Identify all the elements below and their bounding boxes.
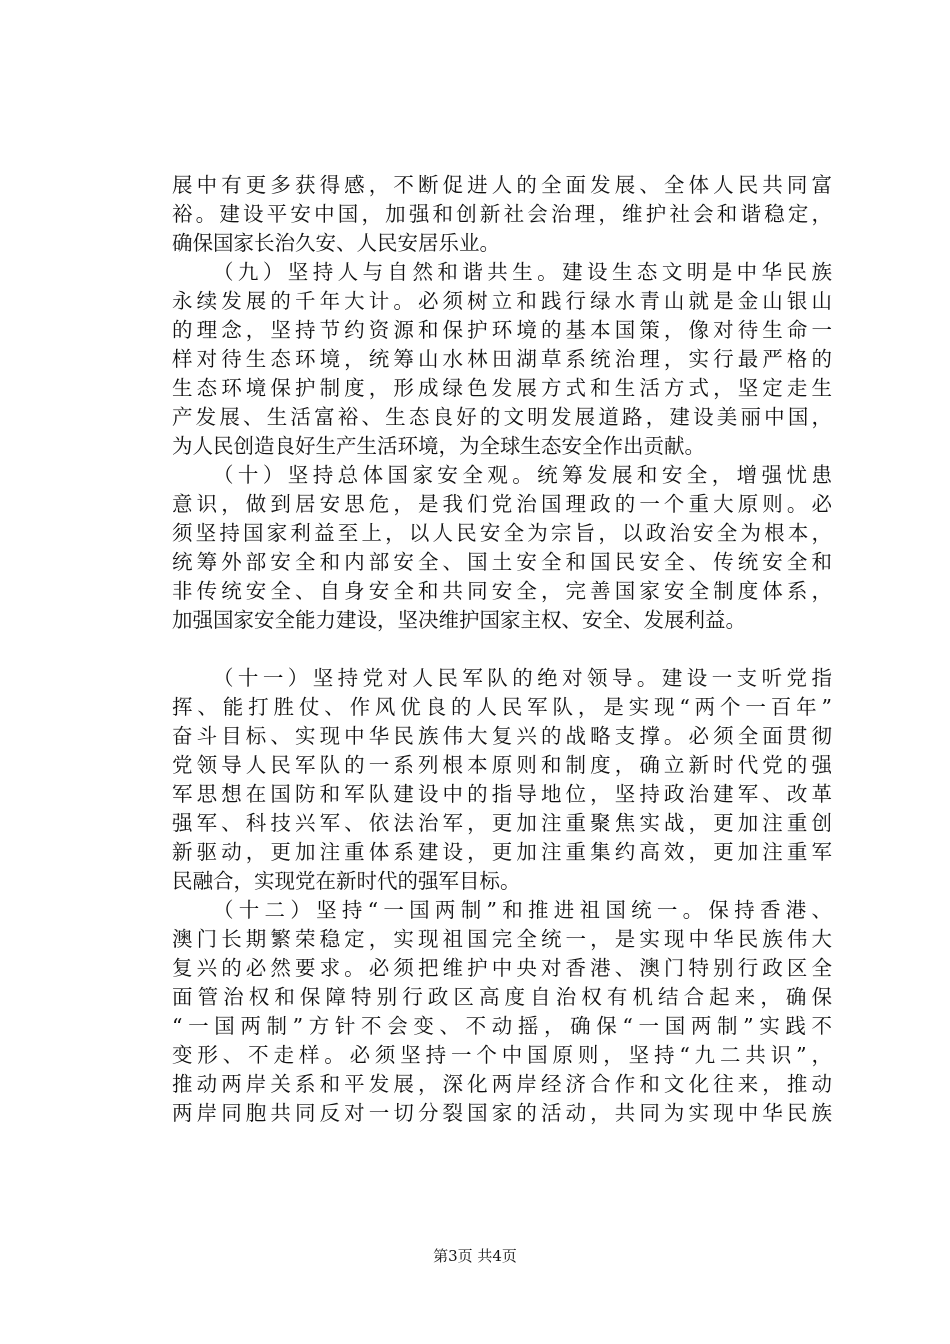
- text-line: 产发展、生活富裕、生态良好的文明发展道路，建设美丽中国，: [172, 405, 832, 429]
- text-line: 党领导人民军队的一系列根本原则和制度，确立新时代党的强: [172, 753, 832, 777]
- text-line: 复兴的必然要求。必须把维护中央对香港、澳门特别行政区全: [172, 956, 832, 980]
- text-line: 为人民创造良好生产生活环境，为全球生态安全作出贡献。: [172, 434, 705, 458]
- page-footer: 第3页 共4页: [433, 1247, 517, 1265]
- text-line: 军思想在国防和军队建设中的指导地位，坚持政治建军、改革: [172, 782, 832, 806]
- paragraph-9: [172, 258, 832, 461]
- text-line: 非传统安全、自身安全和共同安全，完善国家安全制度体系，: [172, 579, 832, 603]
- text-line: （九）坚持人与自然和谐共生。建设生态文明是中华民族: [213, 260, 832, 284]
- text-line: 澳门长期繁荣稳定，实现祖国完全统一，是实现中华民族伟大: [172, 927, 832, 951]
- text-line: 永续发展的千年大计。必须树立和践行绿水青山就是金山银山: [172, 289, 832, 313]
- paragraph-1: [172, 171, 832, 258]
- text-line: （十二）坚持“一国两制”和推进祖国统一。保持香港、: [213, 898, 832, 922]
- paragraph-12: [172, 896, 832, 1128]
- text-line: （十）坚持总体国家安全观。统筹发展和安全，增强忧患: [213, 463, 832, 487]
- text-line: 须坚持国家利益至上，以人民安全为宗旨，以政治安全为根本，: [172, 521, 832, 545]
- text-line: 推动两岸关系和平发展，深化两岸经济合作和文化往来，推动: [172, 1072, 832, 1096]
- text-line: 新驱动，更加注重体系建设，更加注重集约高效，更加注重军: [172, 840, 832, 864]
- text-line: 裕。建设平安中国，加强和创新社会治理，维护社会和谐稳定，: [172, 202, 832, 226]
- text-line: 意识，做到居安思危，是我们党治国理政的一个重大原则。必: [172, 492, 832, 516]
- text-line: （十一）坚持党对人民军队的绝对领导。建设一支听党指: [213, 666, 832, 690]
- text-line: 面管治权和保障特别行政区高度自治权有机结合起来，确保: [172, 985, 832, 1009]
- document-body: [172, 171, 832, 1128]
- text-line: 样对待生态环境，统筹山水林田湖草系统治理，实行最严格的: [172, 347, 832, 371]
- text-line: 展中有更多获得感，不断促进人的全面发展、全体人民共同富: [172, 173, 832, 197]
- paragraph-10: [172, 461, 832, 635]
- text-line: 的理念，坚持节约资源和保护环境的基本国策，像对待生命一: [172, 318, 832, 342]
- blank-line: [172, 635, 832, 664]
- text-line: 挥、能打胜仗、作风优良的人民军队，是实现“两个一百年”: [172, 695, 832, 719]
- text-line: 确保国家长治久安、人民安居乐业。: [172, 231, 500, 255]
- text-line: 两岸同胞共同反对一切分裂国家的活动，共同为实现中华民族: [172, 1101, 832, 1125]
- text-line: 民融合，实现党在新时代的强军目标。: [172, 869, 521, 893]
- paragraph-11: [172, 664, 832, 896]
- text-line: 变形、不走样。必须坚持一个中国原则，坚持“九二共识”，: [172, 1043, 832, 1067]
- text-line: 加强国家安全能力建设，坚决维护国家主权、安全、发展利益。: [172, 608, 746, 632]
- text-line: 奋斗目标、实现中华民族伟大复兴的战略支撑。必须全面贯彻: [172, 724, 832, 748]
- text-line: 统筹外部安全和内部安全、国土安全和国民安全、传统安全和: [172, 550, 832, 574]
- text-line: 强军、科技兴军、依法治军，更加注重聚焦实战，更加注重创: [172, 811, 832, 835]
- text-line: 生态环境保护制度，形成绿色发展方式和生活方式，坚定走生: [172, 376, 832, 400]
- text-line: “一国两制”方针不会变、不动摇，确保“一国两制”实践不: [172, 1014, 832, 1038]
